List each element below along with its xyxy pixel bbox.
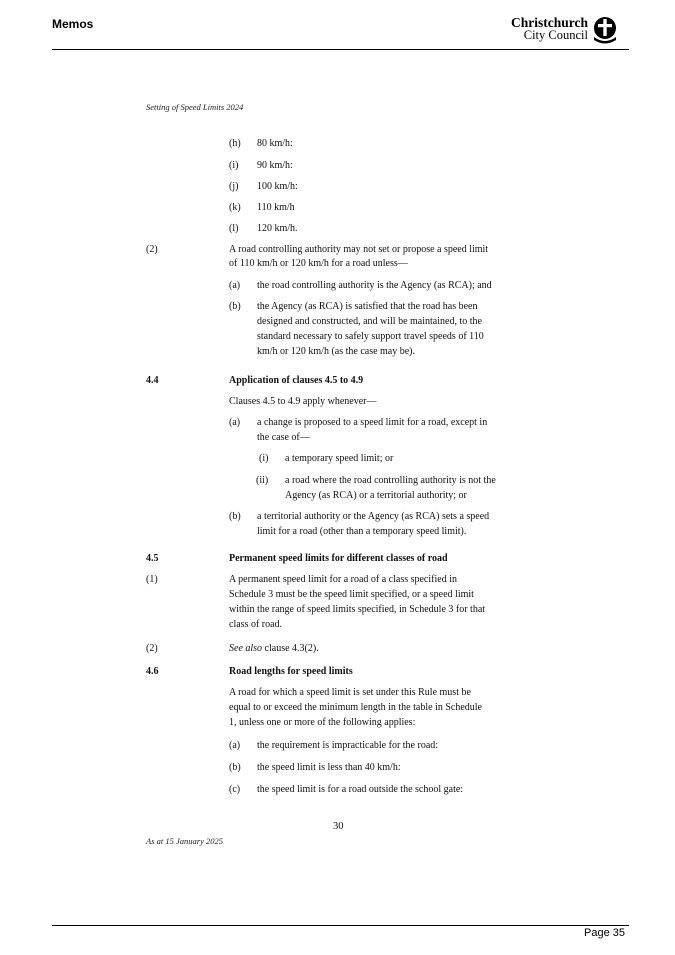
list-label: (a) bbox=[229, 280, 241, 291]
cross-reference: clause 4.3(2). bbox=[262, 643, 319, 654]
paragraph-line: limit for a road (other than a temporary speed limit). bbox=[257, 526, 467, 537]
list-label: (ii) bbox=[256, 475, 269, 486]
list-label: (j) bbox=[229, 181, 239, 192]
header-rule bbox=[52, 49, 629, 50]
footer-rule bbox=[52, 925, 629, 926]
list-label: (i) bbox=[229, 160, 239, 171]
clause-heading: Road lengths for speed limits bbox=[229, 666, 353, 677]
list-label: (b) bbox=[229, 762, 241, 773]
council-emblem-icon bbox=[592, 16, 618, 44]
subclause-number: (2) bbox=[146, 244, 158, 255]
paragraph-line: class of road. bbox=[229, 619, 283, 630]
list-label: (c) bbox=[229, 784, 241, 795]
paragraph-line: A road for which a speed limit is set under this Rule must be bbox=[229, 687, 471, 698]
list-label: (b) bbox=[229, 511, 241, 522]
list-label: (a) bbox=[229, 740, 241, 751]
paragraph-line: standard necessary to safely support travel speeds of 110 bbox=[257, 331, 484, 342]
list-label: (a) bbox=[229, 417, 241, 428]
paragraph-line: equal to or exceed the minimum length in the table in Schedule bbox=[229, 702, 482, 713]
see-also-text: See also bbox=[229, 643, 263, 654]
header-title: Memos bbox=[52, 17, 94, 31]
list-item: 90 km/h: bbox=[257, 160, 293, 171]
paragraph-line: km/h or 120 km/h (as the case may be). bbox=[257, 346, 416, 357]
paragraph-line: the speed limit is for a road outside the school gate: bbox=[257, 784, 464, 795]
paragraph-line: A permanent speed limit for a road of a class specified in bbox=[229, 574, 457, 585]
paragraph-line: Schedule 3 must be the speed limit specified, or a speed limit bbox=[229, 589, 474, 600]
logo-line-1: Christchurch bbox=[510, 15, 588, 30]
council-logo bbox=[512, 15, 618, 45]
logo-line-2: City Council bbox=[523, 28, 588, 42]
as-at-date: As at 15 January 2025 bbox=[146, 836, 223, 846]
paragraph-line: 1, unless one or more of the following applies: bbox=[229, 717, 416, 728]
subclause-number: (2) bbox=[146, 643, 158, 654]
list-label: (h) bbox=[229, 138, 241, 149]
list-item: 110 km/h bbox=[257, 202, 295, 213]
list-item: 80 km/h: bbox=[257, 138, 293, 149]
list-label: (l) bbox=[229, 223, 239, 234]
paragraph-line: the requirement is impracticable for the road: bbox=[257, 740, 439, 751]
clause-heading: Application of clauses 4.5 to 4.9 bbox=[229, 375, 364, 386]
paragraph-line: the road controlling authority is the Agency (as RCA); and bbox=[257, 280, 492, 291]
paragraph-line: a territorial authority or the Agency (as RCA) sets a speed bbox=[257, 511, 490, 522]
paragraph-line bbox=[229, 642, 319, 655]
list-item: 120 km/h. bbox=[257, 223, 298, 234]
subclause-number: (1) bbox=[146, 574, 158, 585]
list-label: (b) bbox=[229, 301, 241, 312]
paragraph-line: a change is proposed to a speed limit for a road, except in bbox=[257, 417, 488, 428]
document-page-number: 30 bbox=[333, 821, 344, 832]
paragraph-line: designed and constructed, and will be maintained, to the bbox=[257, 316, 482, 327]
clause-number: 4.4 bbox=[146, 375, 159, 386]
list-label: (i) bbox=[259, 453, 269, 464]
paragraph-line: Agency (as RCA) or a territorial authority; or bbox=[285, 490, 467, 501]
paragraph-line: Clauses 4.5 to 4.9 apply whenever— bbox=[229, 396, 377, 407]
paragraph-line: a temporary speed limit; or bbox=[285, 453, 394, 464]
list-label: (k) bbox=[229, 202, 241, 213]
clause-number: 4.5 bbox=[146, 553, 159, 564]
paragraph-line: the case of— bbox=[257, 432, 310, 443]
footer-page-label: Page 35 bbox=[584, 927, 625, 939]
paragraph-line: the Agency (as RCA) is satisfied that the road has been bbox=[257, 301, 478, 312]
clause-number: 4.6 bbox=[146, 666, 159, 677]
paragraph-line: the speed limit is less than 40 km/h: bbox=[257, 762, 401, 773]
paragraph-line: of 110 km/h or 120 km/h for a road unless— bbox=[229, 258, 408, 269]
paragraph-line: A road controlling authority may not set or propose a speed limit bbox=[229, 244, 489, 255]
list-item: 100 km/h: bbox=[257, 181, 298, 192]
paragraph-line: within the range of speed limits specified, in Schedule 3 for that bbox=[229, 604, 486, 615]
running-title: Setting of Speed Limits 2024 bbox=[146, 102, 244, 112]
paragraph-line: a road where the road controlling authority is not the bbox=[285, 475, 496, 486]
clause-heading: Permanent speed limits for different classes of road bbox=[229, 553, 448, 564]
